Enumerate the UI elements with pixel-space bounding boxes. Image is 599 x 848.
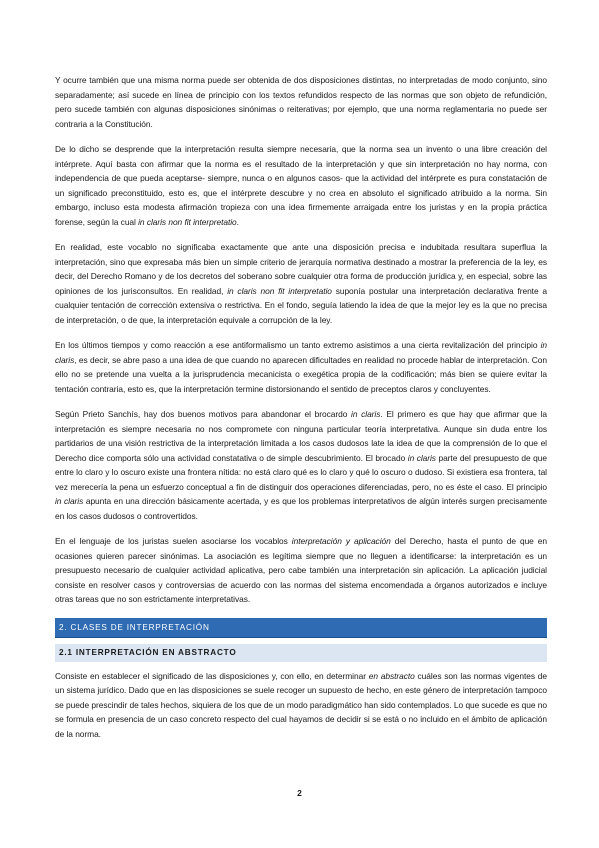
- paragraph-text: parte del presupuesto de que entre lo claro y lo oscuro existe una frontera nítida: no está claro qué es lo claro y qué lo oscuro o dudoso. Si existiera esa frontera, tal vez merecería la pena un esfuerzo conceptual a fin de distinguir dos operaciones diferenciadas, pero, no es éste el caso. El principio: [55, 452, 547, 492]
- paragraph-text: Y ocurre también que una misma norma puede ser obtenida de dos disposiciones distintas, no interpretadas de modo conjunto, sino separadamente; así sucede en línea de principio con los textos refundidos respecto de las normas que son objeto de refundición, pero sucede también con algunas disposiciones sinónimas o reiterativas; por ejemplo, que una norma reglamentaria no puede ser contraria a la Constitución.: [55, 75, 547, 129]
- latin-phrase: in claris: [55, 340, 547, 365]
- paragraph-text: del Derecho, hasta el punto de que en ocasiones quieren parecer sinónimas. La asociación es legítima siempre que no lleguen a identificarse: la interpretación es un presupuesto necesario de cualquier actividad aplicativa, pero cabe también una interpretación sin aplicación. La aplicación judicial consiste en resolver casos y controversias de acuerdo con las normas del sistema encomendada a órganos autorizados e incluye otras tareas que no son estrictamente interpretativas.: [55, 536, 548, 604]
- paragraph-text: En el lenguaje de los juristas suelen asociarse los vocablos: [55, 536, 292, 546]
- paragraph-text: Consiste en establecer el significado de las disposiciones y, con ello, en determinar: [55, 670, 369, 681]
- paragraph-text: , es decir, se abre paso a una idea de que cuando no aparecen dificultades en realidad no procede hablar de interpretación. Con ello no se pretende una vuelta a la jurisprudencia mecanicista o exegética propia de la codificación; más bien se quiere evitar la tentación contraria, esto es, que la interpretación termine distorsionando el sentido de preceptos claros y concluyentes.: [55, 354, 547, 394]
- paragraph-2: [55, 142, 547, 229]
- paragraph-3: [55, 240, 547, 327]
- paragraph-1: [55, 73, 547, 131]
- latin-phrase: in claris: [55, 496, 84, 506]
- latin-phrase: in claris non fit interpretatio: [138, 216, 237, 227]
- section-heading: 2. CLASES DE INTERPRETACIÓN: [55, 618, 547, 638]
- paragraph-text: En realidad, este vocablo no significaba exactamente que ante una disposición precisa e indubitada resultara superflua la interpretación, sino que expresaba más bien un simple criterio de jerarquía normativa destinado a mostrar la preferencia de la ley, es decir, del Derecho Romano y de los decretos del soberano sobre cualquier otra forma de producción jurídica y, en especial, sobre las opiniones de los jurisconsultos. En realidad,: [55, 242, 547, 296]
- paragraph-7: [55, 669, 547, 742]
- latin-phrase: in claris: [351, 409, 381, 419]
- paragraph-text: .: [236, 216, 239, 227]
- paragraph-text: . El primero es que hay que afirmar que la interpretación es siempre necesaria no nos compromete con ninguna particular teoría interpretativa. Aunque sin duda entre los partidarios de una visión restrictiva de la interpretación limitada a los casos dudosos late la idea de que la comprensión de lo que el Derecho dice comporta sólo una actividad constatativa o de simple descubrimiento. El brocado: [55, 409, 547, 463]
- latin-phrase: in claris: [407, 452, 436, 463]
- page-number: 2: [297, 788, 302, 798]
- paragraph-5: [55, 407, 547, 523]
- italic-phrase: en abstracto: [368, 670, 415, 681]
- paragraph-text: apunta en una dirección básicamente acertada, y es que los problemas interpretativos de algún interés surgen precisamente en los casos dudosos o controvertidos.: [55, 496, 547, 521]
- paragraph-4: [55, 338, 547, 396]
- paragraph-text: suponía postular una interpretación declarativa frente a cualquier tentación de corrección extensiva o restrictiva. En el fondo, seguía latiendo la idea de que la mejor ley es la que no precisa de interpretación, o de que, la interpretación equivale a corrupción de la ley.: [55, 285, 547, 325]
- paragraph-text: De lo dicho se desprende que la interpretación resulta siempre necesaria, que la norma sea un invento o una libre creación del intérprete. Aquí basta con afirmar que la norma es el resultado de la interpretación y que sin interpretación no hay norma, con independencia de que pueda aceptarse- siempre, nunca o en algunos casos- que la actividad del intérprete es pura constatación de un significado preconstituido, esto es, que el intérprete descubre y no crea en absoluto el significado atribuido a la norma. Sin embargo, incluso esta modesta afirmación tropieza con una idea firmemente arraigada entre los juristas y en la propia práctica forense, según la cual: [55, 144, 547, 227]
- latin-phrase: in claris non fit interpretatio: [227, 285, 332, 296]
- italic-phrase: interpretación y aplicación: [291, 536, 391, 546]
- page-body: [55, 73, 547, 752]
- subsection-heading: 2.1 INTERPRETACIÓN EN ABSTRACTO: [55, 644, 547, 662]
- paragraph-text: Según Prieto Sanchís, hay dos buenos motivos para abandonar el brocardo: [55, 409, 352, 419]
- paragraph-text: cuáles son las normas vigentes de un sistema jurídico. Dado que en las disposiciones se suele recoger un supuesto de hecho, en este género de interpretación tampoco se puede prescindir de tales hechos, siquiera de los que de un modo paradigmático han sido contemplados. Lo que sucede es que no se formula en presencia de un caso concreto respecto del cual hayamos de decidir si se está o no incluido en el ámbito de aplicación de la norma.: [55, 670, 547, 739]
- paragraph-6: [55, 534, 547, 607]
- paragraph-text: En los últimos tiempos y como reacción a ese antiformalismo un tanto extremo asistimos a una cierta revitalización del principio: [55, 340, 541, 350]
